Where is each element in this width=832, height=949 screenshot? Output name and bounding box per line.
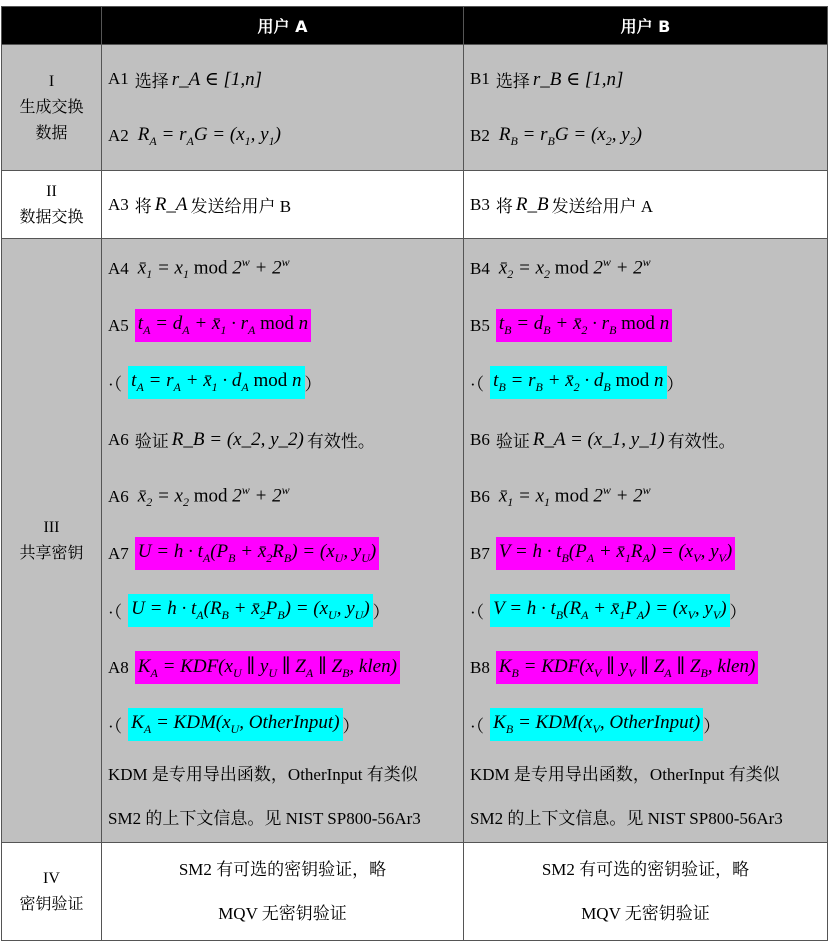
user-b-cell bbox=[464, 239, 828, 843]
step-line bbox=[470, 176, 821, 233]
header-empty bbox=[2, 7, 102, 45]
row-label bbox=[2, 239, 102, 843]
step-line bbox=[470, 411, 821, 468]
text-line: II bbox=[46, 182, 57, 200]
step-tag: B2 bbox=[470, 126, 490, 145]
step-text: ） bbox=[703, 717, 721, 736]
step-line bbox=[108, 582, 457, 639]
formula: r_B ∈ [1,n] bbox=[532, 68, 624, 90]
text-line: IV bbox=[43, 869, 60, 887]
step-tag: A5 bbox=[108, 315, 129, 335]
user-a-cell bbox=[102, 171, 464, 239]
step-tag: ·（ bbox=[470, 375, 485, 394]
user-a-cell bbox=[102, 843, 464, 941]
row-exchange bbox=[2, 171, 828, 239]
formula-highlight-cyan: $K_B = KDM(x_V$, OtherInput) bbox=[490, 708, 703, 741]
row-shared-key bbox=[2, 239, 828, 843]
step-text: 将 bbox=[495, 197, 513, 216]
step-text: 将 bbox=[134, 197, 152, 216]
text-line: 数据交换 bbox=[19, 208, 84, 226]
step-line bbox=[108, 51, 457, 108]
step-line bbox=[108, 468, 457, 525]
formula-highlight-cyan: $K_A = KDM(x_U$, OtherInput) bbox=[128, 708, 342, 741]
step-line bbox=[470, 468, 821, 525]
step-tag: B6 bbox=[470, 429, 490, 449]
row-label bbox=[2, 843, 102, 941]
text-line: 密钥验证 bbox=[19, 895, 84, 913]
note bbox=[108, 753, 457, 841]
step-tag: ·（ bbox=[470, 603, 485, 622]
step-text: 选择 bbox=[495, 71, 530, 91]
formula: $R_B = r_BG = (x_2$, $y_2$) bbox=[498, 123, 642, 148]
step-tag: B4 bbox=[470, 258, 490, 278]
step-line bbox=[108, 639, 457, 696]
text-line: 共享密钥 bbox=[19, 544, 84, 562]
row-label bbox=[2, 171, 102, 239]
step-tag: B1 bbox=[470, 69, 490, 88]
formula: R_A bbox=[154, 193, 188, 215]
step-line bbox=[108, 696, 457, 753]
step-tag: B8 bbox=[470, 657, 490, 677]
step-line bbox=[470, 297, 821, 354]
step-line bbox=[470, 639, 821, 696]
text-line: KDM 是专用导出函数，OtherInput 有类似 bbox=[470, 765, 780, 784]
formula: r_A ∈ [1,n] bbox=[171, 68, 263, 90]
formula: $x_1 = x_1$ mod 2$^w$ + 2$^w$ bbox=[137, 254, 290, 282]
step-line bbox=[108, 108, 457, 165]
text-line: MQV 无密钥验证 bbox=[581, 903, 710, 923]
text-line: SM2 有可选的密钥验证，略 bbox=[178, 859, 387, 879]
step-text: ） bbox=[342, 717, 360, 736]
step-tag: A1 bbox=[108, 69, 129, 88]
text-line: MQV 无密钥验证 bbox=[218, 903, 347, 923]
step-line bbox=[470, 108, 821, 165]
formula: R_B = (x_2, y_2) bbox=[171, 428, 304, 450]
step-line bbox=[108, 525, 457, 582]
formula: $x_2 = x_2$ mod 2$^w$ + 2$^w$ bbox=[137, 482, 290, 510]
step-line bbox=[470, 51, 821, 108]
text-line: SM2 的上下文信息。见 NIST SP800-56Ar3 bbox=[108, 809, 421, 828]
step-text: 发送给用户 B bbox=[190, 197, 292, 216]
note bbox=[470, 753, 821, 841]
text-line: SM2 有可选的密钥验证，略 bbox=[541, 859, 750, 879]
formula: $x_1 = x_1$ mod 2$^w$ + 2$^w$ bbox=[498, 482, 651, 510]
row-generate bbox=[2, 45, 828, 171]
step-tag: A8 bbox=[108, 657, 129, 677]
formula-highlight-magenta: $K_A = KDF(x_U$ ∥ $y_U$ ∥ $Z_A$ ∥ $Z_B$, klen) bbox=[135, 651, 400, 685]
step-line bbox=[470, 354, 821, 411]
step-text: 有效性。 bbox=[306, 432, 375, 451]
step-tag: B5 bbox=[470, 315, 490, 335]
step-tag: ·（ bbox=[108, 375, 123, 394]
step-line bbox=[470, 582, 821, 639]
formula-highlight-magenta: $K_B = KDF(x_V$ ∥ $y_V$ ∥ $Z_A$ ∥ $Z_B$, klen) bbox=[496, 651, 758, 685]
text-line: 数据 bbox=[35, 124, 68, 142]
step-line bbox=[470, 696, 821, 753]
formula-highlight-cyan: $V = h \cdot t_B(R_A + x_1P_A) = (x_V$, $y_V$) bbox=[490, 594, 729, 627]
step-text: ） bbox=[666, 375, 684, 394]
formula: $x_2 = x_2$ mod 2$^w$ + 2$^w$ bbox=[498, 254, 651, 282]
formula-highlight-cyan: $U = h \cdot t_A(R_B + x_2P_B) = (x_U$, $y_U$) bbox=[128, 594, 372, 627]
formula-highlight-cyan: $t_B = r_B + x_2 \cdot d_B$ mod n bbox=[490, 366, 666, 399]
step-tag: A4 bbox=[108, 258, 129, 278]
text-line: KDM 是专用导出函数，OtherInput 有类似 bbox=[108, 765, 418, 784]
row-key-verify bbox=[2, 843, 828, 941]
step-text: ） bbox=[372, 603, 390, 622]
header-user-b: 用户 B bbox=[464, 7, 828, 45]
step-text: ） bbox=[304, 375, 322, 394]
step-text: 验证 bbox=[134, 432, 169, 451]
step-tag: B7 bbox=[470, 543, 490, 563]
step-tag: B6 bbox=[470, 486, 490, 506]
step-text: 有效性。 bbox=[667, 432, 736, 451]
formula-highlight-magenta: $t_B = d_B + x_2 \cdot r_B$ mod n bbox=[496, 309, 672, 342]
step-line bbox=[108, 411, 457, 468]
row-label bbox=[2, 45, 102, 171]
step-text: ） bbox=[729, 603, 747, 622]
text-line: 生成交换 bbox=[19, 98, 84, 116]
formula: R_A = (x_1, y_1) bbox=[532, 428, 665, 450]
formula-highlight-magenta: $V = h \cdot t_B(P_A + x_1R_A) = (x_V$, $y_V$) bbox=[496, 537, 735, 570]
step-text: 验证 bbox=[495, 432, 530, 451]
step-line bbox=[108, 176, 457, 233]
text-line: III bbox=[43, 518, 60, 536]
key-exchange-table bbox=[1, 6, 828, 941]
step-line bbox=[470, 525, 821, 582]
text-line: SM2 的上下文信息。见 NIST SP800-56Ar3 bbox=[470, 809, 783, 828]
step-tag: ·（ bbox=[470, 717, 485, 736]
step-tag: A6 bbox=[108, 429, 129, 449]
user-b-cell bbox=[464, 45, 828, 171]
step-line bbox=[108, 240, 457, 297]
user-a-cell bbox=[102, 45, 464, 171]
formula-highlight-magenta: $t_A = d_A + x_1 \cdot r_A$ mod n bbox=[135, 309, 311, 342]
step-line bbox=[470, 240, 821, 297]
step-tag: A3 bbox=[108, 194, 129, 214]
step-tag: ·（ bbox=[108, 603, 123, 622]
formula-highlight-cyan: $t_A = r_A + x_1 \cdot d_A$ mod n bbox=[128, 366, 304, 399]
user-b-cell bbox=[464, 843, 828, 941]
formula: R_B bbox=[515, 193, 549, 215]
formula: $R_A = r_AG = (x_1$, $y_1$) bbox=[137, 123, 281, 148]
step-line bbox=[108, 297, 457, 354]
step-tag: ·（ bbox=[108, 717, 123, 736]
step-text: 发送给用户 A bbox=[551, 197, 654, 216]
step-tag: A7 bbox=[108, 543, 129, 563]
step-text: 选择 bbox=[134, 71, 169, 91]
text-line: I bbox=[48, 72, 55, 90]
formula-highlight-magenta: $U = h \cdot t_A(P_B + x_2R_B) = (x_U$, $y_U$) bbox=[135, 537, 379, 570]
header-user-a: 用户 A bbox=[102, 7, 464, 45]
header-row bbox=[2, 7, 828, 45]
user-b-cell bbox=[464, 171, 828, 239]
step-line bbox=[108, 354, 457, 411]
user-a-cell bbox=[102, 239, 464, 843]
step-tag: B3 bbox=[470, 194, 490, 214]
step-tag: A2 bbox=[108, 126, 129, 145]
step-tag: A6 bbox=[108, 486, 129, 506]
